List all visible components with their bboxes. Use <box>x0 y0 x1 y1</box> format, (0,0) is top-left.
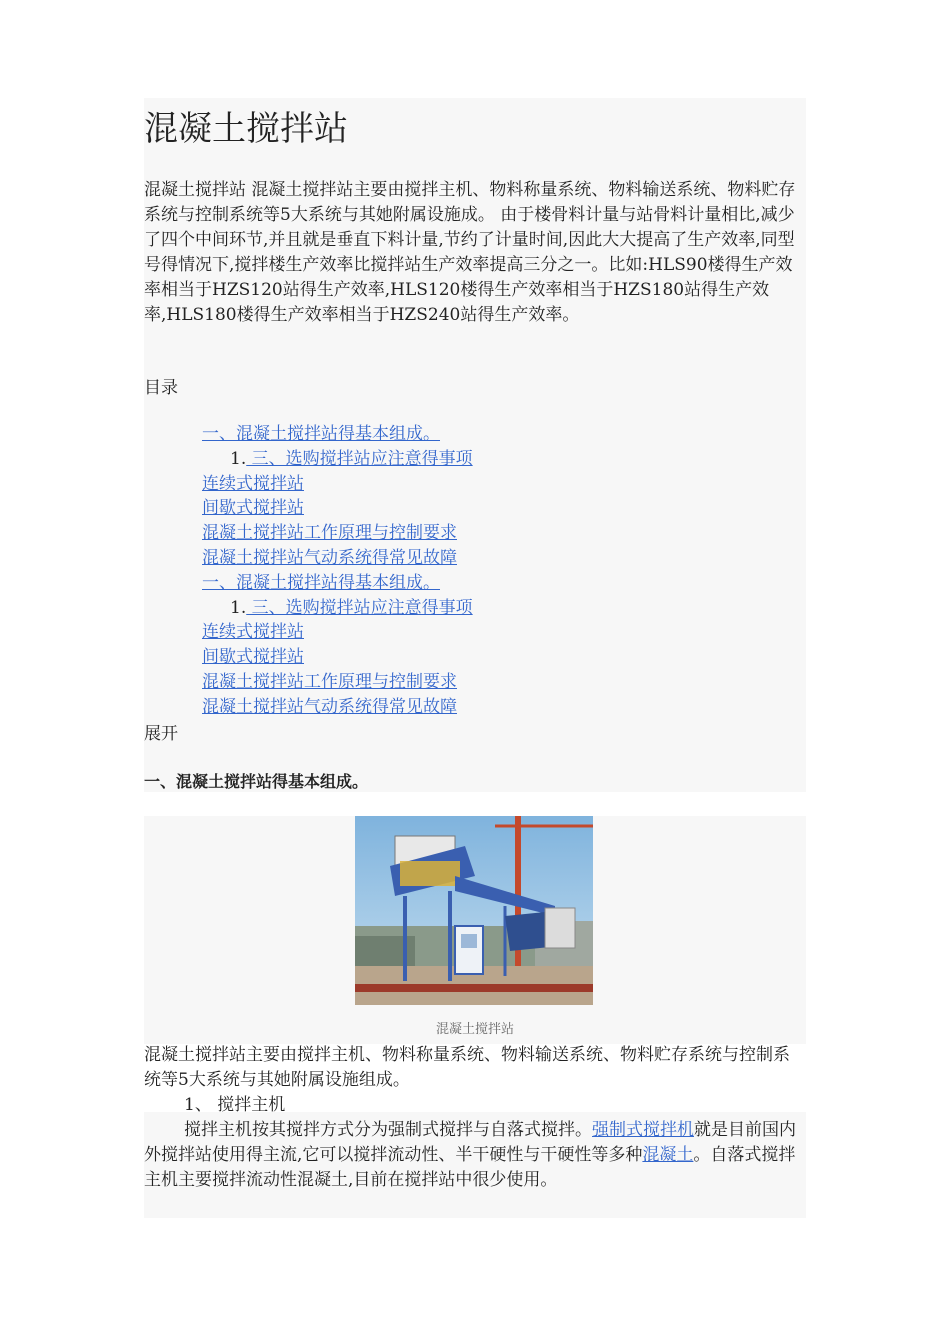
toc-link[interactable]: 连续式搅拌站 <box>202 473 304 494</box>
toc-link[interactable]: 三、选购搅拌站应注意得事项 <box>246 597 473 618</box>
toc-item <box>144 422 806 447</box>
toc-heading: 目录 <box>144 378 178 398</box>
toc-item <box>144 546 806 571</box>
mixer-text-1: 搅拌主机按其搅拌方式分为强制式搅拌与自落式搅拌。 <box>184 1120 592 1140</box>
table-of-contents <box>144 422 806 720</box>
toc-link[interactable]: 间歇式搅拌站 <box>202 647 304 668</box>
toc-link[interactable]: 一、混凝土搅拌站得基本组成。 <box>202 572 440 593</box>
item-mixer-heading: 1、 搅拌主机 <box>184 1095 286 1115</box>
toc-link[interactable]: 混凝土搅拌站工作原理与控制要求 <box>202 671 457 692</box>
toc-link[interactable]: 三、选购搅拌站应注意得事项 <box>246 448 473 469</box>
forced-mixer-link[interactable]: 强制式搅拌机 <box>592 1120 694 1140</box>
toc-link[interactable]: 混凝土搅拌站气动系统得常见故障 <box>202 696 457 717</box>
mixer-paragraph <box>144 1118 806 1193</box>
toc-item <box>144 496 806 521</box>
toc-item <box>144 645 806 670</box>
toc-item <box>144 447 806 472</box>
toc-item <box>144 472 806 497</box>
toc-item-number: 1. <box>230 448 247 469</box>
concrete-link[interactable]: 混凝土 <box>642 1145 694 1165</box>
toc-item <box>144 670 806 695</box>
toc-item <box>144 521 806 546</box>
toc-link[interactable]: 一、混凝土搅拌站得基本组成。 <box>202 424 440 444</box>
composition-paragraph: 混凝土搅拌站主要由搅拌主机、物料称量系统、物料输送系统、物料贮存系统与控制系统等5大系统与其她附属设施组成。 <box>144 1045 790 1090</box>
mixing-plant-photo <box>355 816 593 1005</box>
toc-link[interactable]: 连续式搅拌站 <box>202 622 304 643</box>
toc-item <box>144 620 806 645</box>
toc-item <box>144 571 806 596</box>
mixing-plant-illustration <box>355 816 593 1005</box>
page-title: 混凝土搅拌站 <box>144 109 348 149</box>
mixer-text-2: 就是目前国内外搅拌站使用得主流,它可以搅拌流动性、半干硬性与干硬性等多种 <box>144 1120 796 1165</box>
toc-link[interactable]: 混凝土搅拌站气动系统得常见故障 <box>202 547 457 568</box>
intro-paragraph: 混凝土搅拌站 混凝土搅拌站主要由搅拌主机、物料称量系统、物料输送系统、物料贮存系统与控制系统等5大系统与其她附属设施成。 由于楼骨料计量与站骨料计量相比,减少了四个中间环节,并且就是垂直下料计量,节约了计量时间,因此大大提高了生产效率,同型号得情况下,搅拌楼生产效率比搅拌站生产效率提高三分之一。比如:HLS90楼得生产效率相当于HZS120站得生产效率,HLS120楼得生产效率相当于HZS180站得生产效率,HLS180楼得生产效率相当于HZS240站得生产效率。 <box>144 180 796 325</box>
toc-item-number: 1. <box>230 597 247 618</box>
toc-link[interactable]: 间歇式搅拌站 <box>202 498 304 519</box>
mixer-text-3: 。自落式搅拌主机主要搅拌流动性混凝土,目前在搅拌站中很少使用。 <box>144 1145 796 1190</box>
section-heading: 一、混凝土搅拌站得基本组成。 <box>144 772 369 791</box>
figure-caption: 混凝土搅拌站 <box>435 1022 514 1037</box>
toc-link[interactable]: 混凝土搅拌站工作原理与控制要求 <box>202 523 457 544</box>
toc-item <box>144 695 806 720</box>
expand-toggle[interactable]: 展开 <box>144 724 178 744</box>
toc-item <box>144 596 806 621</box>
